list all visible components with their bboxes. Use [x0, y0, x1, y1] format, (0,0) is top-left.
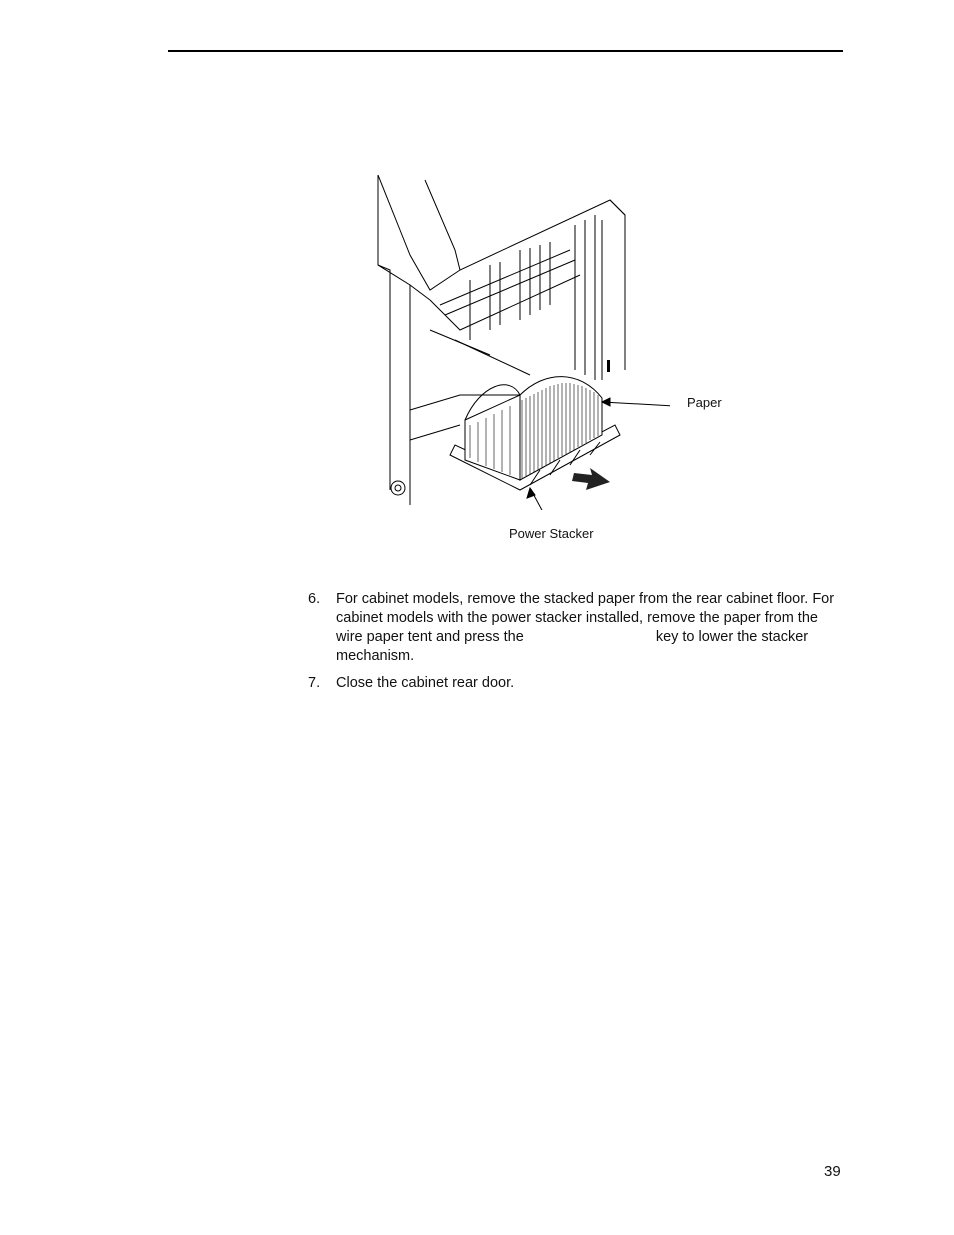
- paper-label: Paper: [687, 395, 722, 410]
- power-stacker-illustration: [370, 170, 670, 510]
- step-text: For cabinet models, remove the stacked paper from the rear cabinet floor. For cabinet models with the power stacker installed, remove the paper from the wire paper tent and press the key to lower the stacker mechanism.: [336, 591, 835, 664]
- step-number: 6.: [308, 591, 321, 607]
- step-text: Close the cabinet rear door.: [336, 675, 515, 691]
- page-number: 39: [824, 1163, 841, 1180]
- header-rule: [168, 50, 843, 52]
- power-stacker-label: Power Stacker: [509, 526, 594, 541]
- step-number: 7.: [308, 675, 321, 691]
